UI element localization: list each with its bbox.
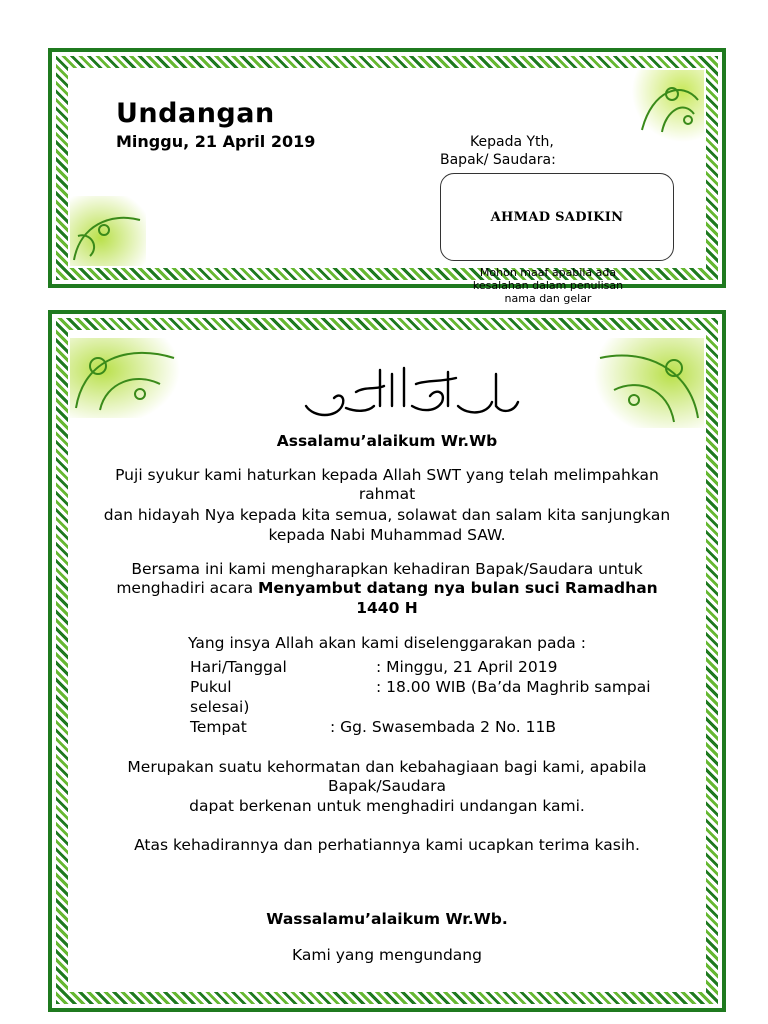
time-value: : 18.00 WIB (Ba’da Maghrib sampai	[376, 678, 651, 696]
paragraph-1-line-3: dan hidayah Nya kepada kita semua, solawat dan salam kita sanjungkan	[103, 506, 671, 524]
paragraph-3-line-3: dapat berkenan untuk menghadiri undangan kami.	[189, 797, 585, 815]
swirl-ornament-icon	[70, 196, 146, 266]
paragraph-3-line-2: Bapak/Saudara	[327, 777, 447, 795]
paragraph-1-line-4: kepada Nabi Muhammad SAW.	[268, 526, 506, 544]
bismillah-calligraphy-icon	[296, 362, 526, 422]
signature-line: Kami yang mengundang	[292, 946, 482, 964]
addressee-label: Kepada Yth,	[470, 134, 554, 150]
place-value: : Gg. Swasembada 2 No. 11B	[330, 718, 556, 736]
invitation-date: Minggu, 21 April 2019	[116, 132, 316, 151]
swirl-ornament-icon	[632, 70, 704, 142]
recipient-name-box	[440, 173, 674, 261]
paragraph-1-line-2: rahmat	[358, 485, 416, 503]
recipient-name: AHMAD SADIKIN	[490, 209, 624, 225]
paragraph-1-line-1: Puji syukur kami haturkan kepada Allah SWT yang telah melimpahkan	[115, 466, 659, 484]
envelope-card	[48, 48, 726, 305]
closing-greeting: Wassalamu’alaikum Wr.Wb.	[266, 910, 508, 928]
event-name: Menyambut datang nya bulan suci Ramadhan	[258, 579, 658, 597]
envelope-content	[70, 70, 704, 305]
paragraph-3-line-1: Merupakan suatu kehormatan dan kebahagiaan bagi kami, apabila	[127, 758, 647, 776]
time-value-continued: selesai)	[190, 698, 250, 716]
greeting: Assalamu’alaikum Wr.Wb	[276, 432, 498, 450]
day-label: Hari/Tanggal	[190, 658, 287, 676]
paragraph-2-prefix: menghadiri acara	[116, 579, 258, 597]
day-value: : Minggu, 21 April 2019	[376, 658, 558, 676]
thanks-paragraph: Atas kehadirannya dan perhatiannya kami ucapkan terima kasih.	[134, 836, 640, 854]
paragraph-2-line-2	[70, 579, 704, 597]
letter-card	[48, 310, 726, 1012]
schedule-intro: Yang insya Allah akan kami diselenggarakan pada :	[188, 634, 586, 652]
addressee-sublabel: Bapak/ Saudara:	[440, 152, 556, 168]
place-label: Tempat	[190, 718, 247, 736]
letter-content	[70, 332, 704, 990]
event-year: 1440 H	[356, 599, 418, 617]
paragraph-2-line-1: Bersama ini kami mengharapkan kehadiran Bapak/Saudara untuk	[131, 560, 643, 578]
time-label: Pukul	[190, 678, 232, 696]
swirl-ornament-icon	[70, 338, 180, 418]
invitation-title: Undangan	[116, 98, 275, 129]
swirl-ornament-icon	[594, 338, 704, 428]
apology-note: Mohon maaf apabila ada kesalahan dalam penulisan nama dan gelar	[472, 266, 624, 305]
